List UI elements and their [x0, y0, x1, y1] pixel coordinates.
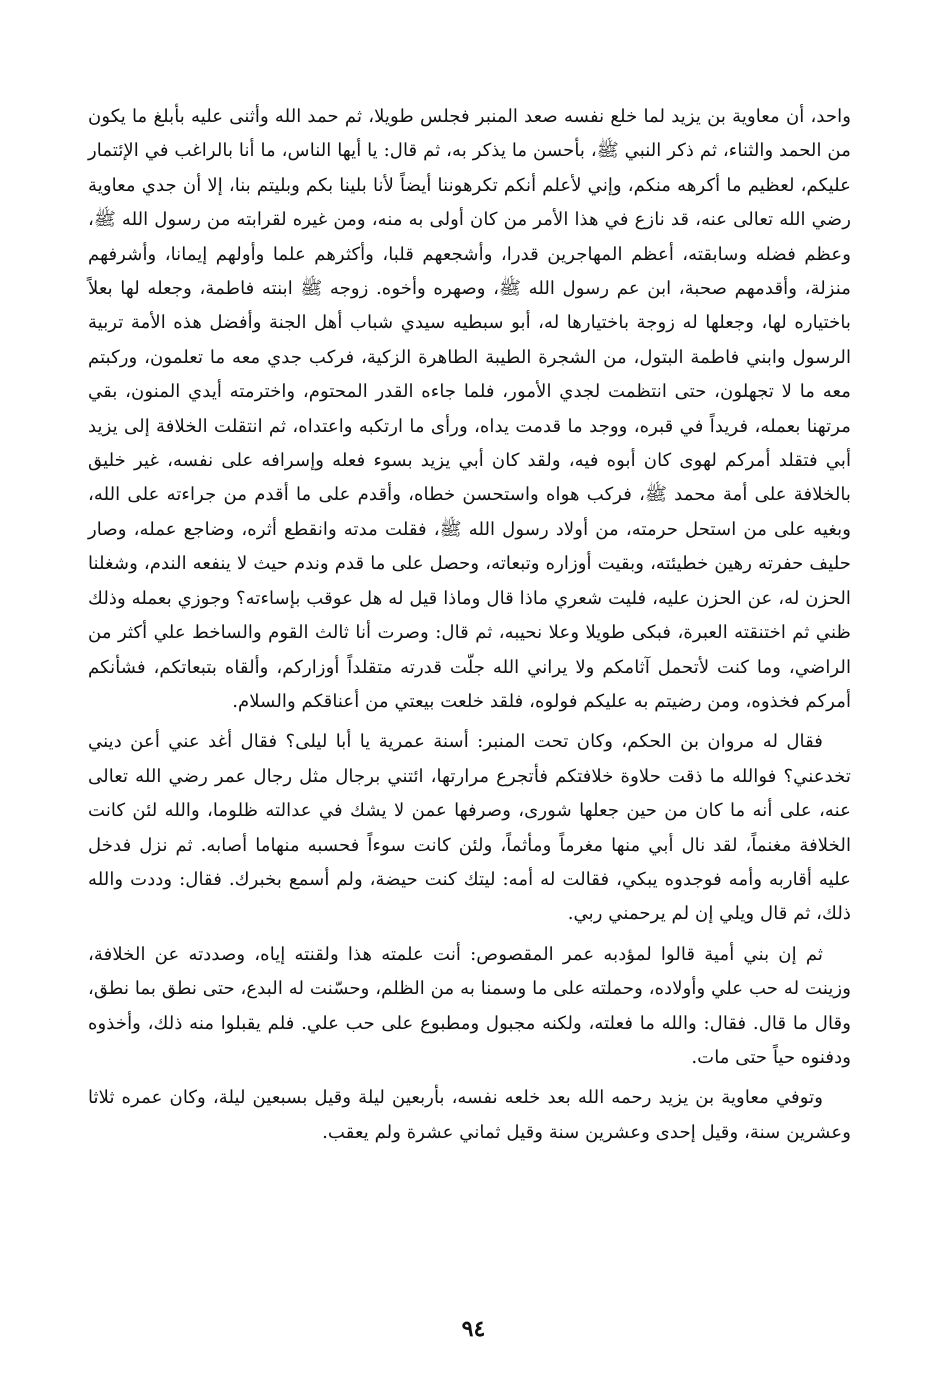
page-number: ٩٤	[461, 1316, 486, 1342]
paragraph-2: فقال له مروان بن الحكم، وكان تحت المنبر: أسنة عمرية يا أبا ليلى؟ فقال أغد عني أعن ديني تخدعني؟ فوالله ما ذقت حلاوة خلافتكم فأتجرع مرارتها، ائتني برجال مثل رجال عمر رضي الله تعالى عنه، على أنه ما كان من حين جعلها شورى، وصرفها عمن لا يشك في عدالته ظلوما، والله لئن كانت الخلافة مغنماً، لقد نال أبي منها مغرماً ومأثماً، ولئن كانت سوءاً فحسبه منهاما أصابه. ثم نزل فدخل عليه أقاربه وأمه فوجدوه يبكي، فقالت له أمه: ليتك كنت حيضة، ولم أسمع بخبرك. فقال: وددت والله ذلك، ثم قال ويلي إن لم يرحمني ربي.	[88, 731, 851, 925]
paragraph-3: ثم إن بني أمية قالوا لمؤدبه عمر المقصوص: أنت علمته هذا ولقنته إياه، وصددته عن الخلافة، وزينت له حب علي وأولاده، وحملته على ما وسمنا به من الظلم، وحسّنت له البدع، حتى نطق بما نطق، وقال ما قال. فقال: والله ما فعلته، ولكنه مجبول ومطبوع على حب علي. فلم يقبلوا منه ذلك، وأخذوه ودفنوه حياً حتى مات.	[88, 943, 851, 1068]
paragraph-4: وتوفي معاوية بن يزيد رحمه الله بعد خلعه نفسه، بأربعين ليلة وقيل بسبعين ليلة، وكان عمره ثلاثا وعشرين سنة، وقيل إحدى وعشرين سنة وقيل ثماني عشرة ولم يعقب.	[88, 1087, 851, 1143]
body-text	[88, 100, 851, 1156]
paragraph-1: واحد، أن معاوية بن يزيد لما خلع نفسه صعد المنبر فجلس طويلا، ثم حمد الله وأثنى عليه بأبلغ ما يكون من الحمد والثناء، ثم ذكر النبي ﷺ، بأحسن ما يذكر به، ثم قال: يا أيها الناس، ما أنا بالراغب في الإئتمار عليكم، لعظيم ما أكرهه منكم، وإني لأعلم أنكم تكرهوننا أيضاً لأنا بلينا بكم وبليتم بنا، إلا أن جدي معاوية رضي الله تعالى عنه، قد نازع في هذا الأمر من كان أولى به منه، ومن غيره لقرابته من رسول الله ﷺ، وعظم فضله وسابقته، أعظم المهاجرين قدرا، وأشجعهم قلبا، وأكثرهم علما وأولهم إيمانا، وأشرفهم منزلة، وأقدمهم صحبة، ابن عم رسول الله ﷺ، وصهره وأخوه. زوجه ﷺ ابنته فاطمة، وجعله لها بعلاً باختياره لها، وجعلها له زوجة باختيارها له، أبو سبطيه سيدي شباب أهل الجنة وأفضل هذه الأمة تربية الرسول وابني فاطمة البتول، من الشجرة الطيبة الطاهرة الزكية، فركب جدي معه ما تعلمون، وركبتم معه ما لا تجهلون، حتى انتظمت لجدي الأمور، فلما جاءه القدر المحتوم، واخترمته أيدي المنون، بقي مرتهنا بعمله، فريداً في قبره، ووجد ما قدمت يداه، ورأى ما ارتكبه واعتداه، ثم انتقلت الخلافة إلى يزيد أبي فتقلد أمركم لهوى كان أبوه فيه، ولقد كان أبي يزيد بسوء فعله وإسرافه على نفسه، غير خليق بالخلافة على أمة محمد ﷺ، فركب هواه واستحسن خطاه، وأقدم على ما أقدم من جراءته على الله، وبغيه على من استحل حرمته، من أولاد رسول الله ﷺ، فقلت مدته وانقطع أثره، وضاجع عمله، وصار حليف حفرته رهين خطيئته، وبقيت أوزاره وتبعاته، وحصل على ما قدم وندم حيث لا ينفعه الندم، وشغلنا الحزن له، عن الحزن عليه، فليت شعري ماذا قال وماذا قيل له هل عوقب بإساءته؟ وجوزي بعمله وذلك ظني ثم اختنقته العبرة، فبكى طويلا وعلا نحيبه، ثم قال: وصرت أنا ثالث القوم والساخط علي أكثر من الراضي، وما كنت لأتحمل آثامكم ولا يراني الله جلّت قدرته متقلداً أوزاركم، وألقاه بتبعاتكم، فشأنكم أمركم فخذوه، ومن رضيتم به عليكم فولوه، فلقد خلعت بيعتي من أعناقكم والسلام.	[88, 106, 851, 712]
